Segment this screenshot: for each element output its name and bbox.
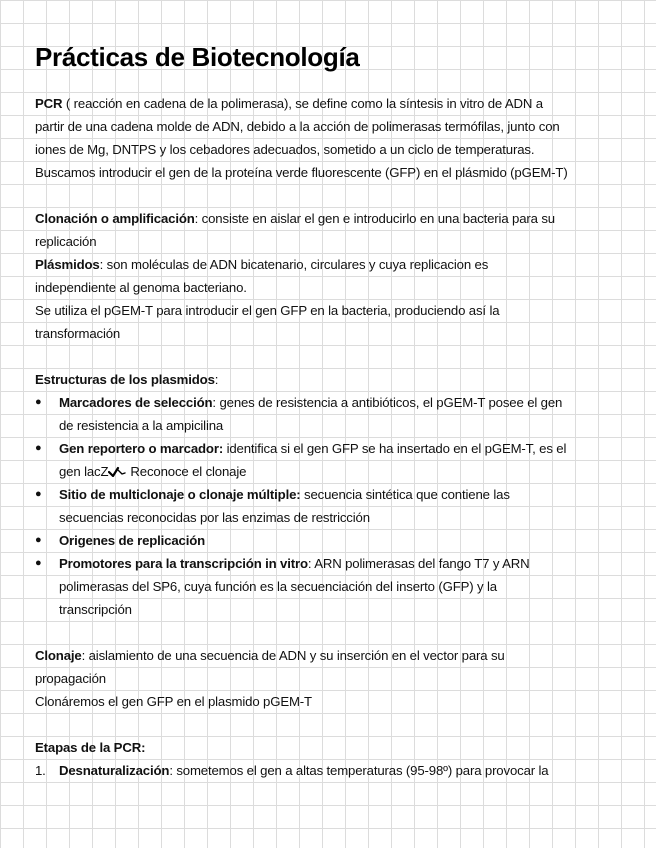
pcr-line-3: iones de Mg, DNTPS y los cebadores adecuados, sometido a un ciclo de temperaturas.: [35, 142, 535, 157]
pcr-paragraph: [35, 92, 635, 184]
etapas-list: [35, 759, 635, 782]
clonaje-line-1: Clonaje: aislamiento de una secuencia de ADN y su inserción en el vector para su: [35, 648, 505, 663]
check-arrow-icon: [108, 465, 126, 477]
plasmidos-term: Plásmidos: [35, 257, 100, 272]
plasmidos-line-3: Se utiliza el pGEM-T para introducir el gen GFP en la bacteria, produciendo así la: [35, 303, 500, 318]
list-item: ● Promotores para la transcripción in vitro: ARN polimerasas del fango T7 y ARN polimerasas del SP6, cuya función es la secuenciación del inserto (GFP) y la transcripción: [35, 552, 635, 621]
bullet-icon: ●: [35, 557, 42, 569]
pcr-line-2: partir de una cadena molde de ADN, debido a la acción de polimerasas termófilas, junto con: [35, 119, 560, 134]
pcr-term: PCR: [35, 96, 63, 111]
clonaje-term: Clonaje: [35, 648, 82, 663]
list-item: ● Marcadores de selección: genes de resistencia a antibióticos, el pGEM-T posee el gen de resistencia a la ampicilina: [35, 391, 635, 437]
estructuras-heading: Estructuras de los plasmidos:: [35, 372, 219, 387]
plasmidos-line-1: Plásmidos: son moléculas de ADN bicatenario, circulares y cuya replicacion es: [35, 257, 489, 272]
clonacion-line-2: replicación: [35, 234, 97, 249]
bullet-icon: ●: [35, 488, 42, 500]
list-item: 1. Desnaturalización: sometemos el gen a altas temperaturas (95-98º) para provocar la: [35, 759, 635, 782]
list-item: ● Sitio de multiclonaje o clonaje múltiple: secuencia sintética que contiene las secuencias reconocidas por las enzimas de restricción: [35, 483, 635, 529]
clonaje-line-3: Clonáremos el gen GFP en el plasmido pGEM-T: [35, 694, 312, 709]
clonacion-line-1: Clonación o amplificación: consiste en aislar el gen e introducirlo en una bacteria para su: [35, 211, 555, 226]
step-number: 1.: [35, 763, 46, 778]
pcr-line-4: Buscamos introducir el gen de la proteína verde fluorescente (GFP) en el plásmido (pGEM-T): [35, 165, 568, 180]
etapas-heading: Etapas de la PCR:: [35, 740, 146, 755]
pcr-line-1: PCR ( reacción en cadena de la polimerasa), se define como la síntesis in vitro de ADN a: [35, 96, 543, 111]
clonaje-line-2: propagación: [35, 671, 106, 686]
spacer: [35, 345, 635, 368]
bullet-icon: ●: [35, 396, 42, 408]
estructuras-list: [35, 391, 635, 621]
page-title: Prácticas de Biotecnología: [35, 42, 360, 72]
spacer: [35, 621, 635, 644]
clonacion-term: Clonación o amplificación: [35, 211, 195, 226]
plasmidos-line-4: transformación: [35, 326, 121, 341]
list-item: ● Origenes de replicación: [35, 529, 635, 552]
bullet-icon: ●: [35, 442, 42, 454]
bullet-icon: ●: [35, 534, 42, 546]
list-item: ● Gen reportero o marcador: identifica si el gen GFP se ha insertado en el pGEM-T, es el gen lacZ Reconoce el clonaje: [35, 437, 635, 483]
plasmidos-paragraph: [35, 253, 635, 345]
clonaje-paragraph: [35, 644, 635, 713]
spacer: [35, 713, 635, 736]
clonacion-paragraph: [35, 207, 635, 253]
plasmidos-line-2: independiente al genoma bacteriano.: [35, 280, 247, 295]
spacer: [35, 184, 635, 207]
